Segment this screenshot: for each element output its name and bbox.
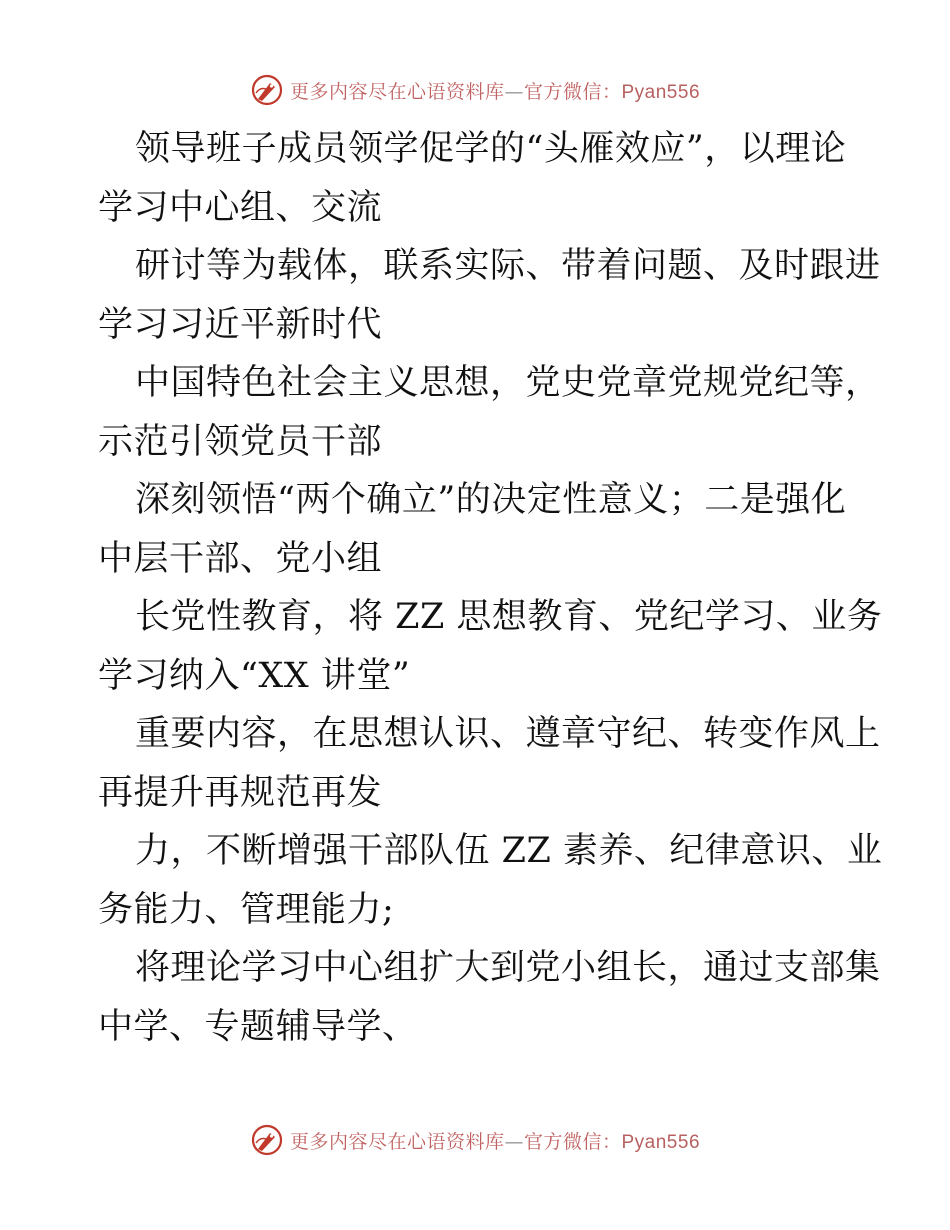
footer-watermark: [0, 1120, 950, 1160]
document-body: [98, 120, 883, 1056]
watermark-brand: 更多内容尽在心语资料库: [289, 80, 505, 103]
text-line: 将理论学习中心组扩大到党小组长，通过支部集: [135, 948, 881, 988]
watermark-brand: 更多内容尽在心语资料库: [289, 1130, 505, 1153]
header-watermark: [0, 70, 950, 110]
text-line: 中学、专题辅导学、: [98, 1006, 418, 1047]
text-line: 务能力、管理能力;: [98, 889, 395, 930]
text-line: 长党性教育，将 ZZ 思想教育、党纪学习、业务: [135, 597, 883, 637]
pen-nib-circle-icon: [250, 1123, 284, 1157]
text-line: 研讨等为载体，联系实际、带着问题、及时跟进: [135, 246, 881, 286]
text-line: 领导班子成员领学促学的“头雁效应”，以理论: [135, 129, 847, 169]
text-line: 深刻领悟“两个确立”的决定性意义；二是强化: [135, 480, 847, 520]
text-line: 学习中心组、交流: [98, 187, 383, 228]
watermark-account: Pyan556: [621, 81, 701, 103]
watermark-account: Pyan556: [621, 1131, 701, 1153]
watermark-text: [290, 77, 700, 104]
text-line: 中层干部、党小组: [98, 538, 383, 579]
pen-nib-circle-icon: [250, 73, 284, 107]
text-line: 力，不断增强干部队伍 ZZ 素养、纪律意识、业: [135, 831, 883, 871]
watermark-dash: —: [504, 80, 524, 103]
text-line: 重要内容，在思想认识、遵章守纪、转变作风上: [135, 714, 881, 754]
watermark-text: [290, 1127, 700, 1154]
text-line: 中国特色社会主义思想，党史党章党规党纪等，: [135, 363, 881, 403]
watermark-label: 官方微信：: [523, 1130, 622, 1153]
text-line: 再提升再规范再发: [98, 772, 383, 813]
text-line: 学习纳入“XX 讲堂”: [98, 655, 411, 696]
text-line: 示范引领党员干部: [98, 421, 383, 462]
watermark-dash: —: [504, 1130, 524, 1153]
text-line: 学习习近平新时代: [98, 304, 383, 345]
watermark-label: 官方微信：: [523, 80, 622, 103]
